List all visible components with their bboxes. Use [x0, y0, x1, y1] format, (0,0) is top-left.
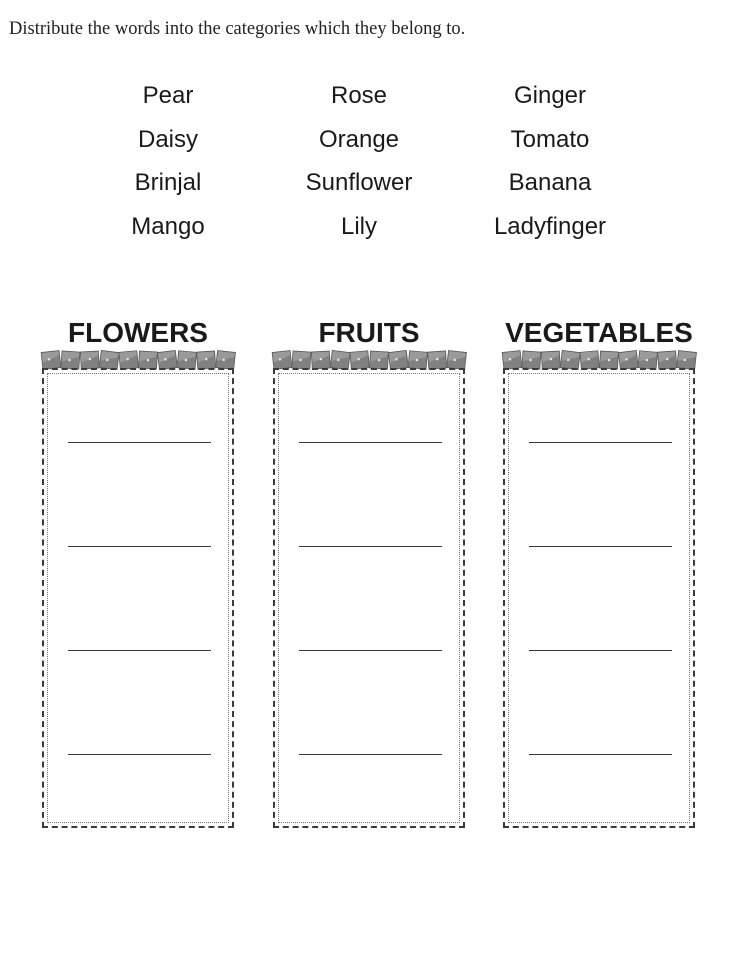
word-bank-column-2: [259, 78, 459, 252]
stone-tile: [618, 350, 638, 369]
answer-line-vegetables-2[interactable]: [529, 546, 672, 547]
word-lily: Lily: [340, 212, 377, 240]
word-ladyfinger: Ladyfinger: [493, 212, 607, 240]
stone-tile: [541, 351, 560, 369]
instruction-text: Distribute the words into the categories which they belong to.: [9, 19, 466, 39]
answer-line-flowers-1[interactable]: [68, 442, 211, 443]
stone-tile: [292, 351, 311, 369]
answer-box-vegetables: [503, 368, 695, 828]
stone-tile: [408, 351, 427, 370]
category-title-vegetables: VEGETABLES: [505, 317, 693, 348]
stone-tile: [388, 350, 408, 369]
stone-tile: [600, 351, 619, 369]
stone-tile: [61, 351, 80, 369]
answer-line-vegetables-1[interactable]: [529, 442, 672, 443]
word-bank-column-3: [450, 78, 650, 252]
stone-tile: [177, 351, 196, 370]
stone-tile: [580, 351, 599, 370]
answer-line-fruits-2[interactable]: [299, 546, 442, 547]
word-bank: [0, 78, 738, 254]
stone-tile: [560, 350, 580, 369]
stone-tile: [677, 351, 697, 370]
answer-box-fruits: [273, 368, 465, 828]
answer-line-flowers-4[interactable]: [68, 754, 211, 755]
word-orange: Orange: [318, 125, 400, 153]
word-pear: Pear: [142, 82, 194, 109]
word-brinjal: Brinjal: [134, 169, 202, 196]
stone-tile: [119, 351, 138, 370]
stone-tile: [330, 350, 350, 369]
stone-tile: [428, 351, 447, 369]
word-ginger: Ginger: [513, 82, 587, 109]
stone-tile: [638, 351, 657, 370]
answer-line-fruits-1[interactable]: [299, 442, 442, 443]
word-tomato: Tomato: [510, 125, 590, 153]
stone-tile-border-icon: [271, 350, 467, 370]
word-daisy: Daisy: [137, 125, 198, 153]
answer-line-fruits-4[interactable]: [299, 754, 442, 755]
stone-tile: [447, 351, 467, 370]
stone-tile: [41, 351, 61, 370]
stone-tile: [658, 351, 677, 369]
stone-tile-border-icon: [501, 350, 697, 370]
stone-tile: [157, 350, 177, 369]
answer-line-flowers-2[interactable]: [68, 546, 211, 547]
stone-tile: [311, 351, 330, 369]
answer-box-flowers: [42, 368, 234, 828]
stone-tile-border-icon: [40, 350, 236, 370]
stone-tile: [502, 351, 522, 370]
word-banana: Banana: [508, 169, 592, 196]
category-title-flowers: FLOWERS: [68, 317, 208, 348]
answer-line-flowers-3[interactable]: [68, 650, 211, 651]
answer-line-vegetables-3[interactable]: [529, 650, 672, 651]
category-title-fruits: FRUITS: [318, 317, 420, 348]
stone-tile: [99, 350, 119, 369]
word-bank-column-1: [68, 78, 268, 252]
stone-tile: [522, 351, 541, 369]
stone-tile: [139, 351, 158, 369]
stone-tile: [370, 351, 389, 369]
stone-tile: [197, 351, 216, 369]
word-sunflower: Sunflower: [305, 169, 413, 196]
answer-line-vegetables-4[interactable]: [529, 754, 672, 755]
stone-tile: [272, 351, 292, 370]
stone-tile: [350, 351, 369, 370]
answer-line-fruits-3[interactable]: [299, 650, 442, 651]
stone-tile: [80, 351, 99, 369]
stone-tile: [216, 351, 236, 370]
word-mango: Mango: [131, 212, 205, 240]
word-rose: Rose: [330, 82, 388, 109]
